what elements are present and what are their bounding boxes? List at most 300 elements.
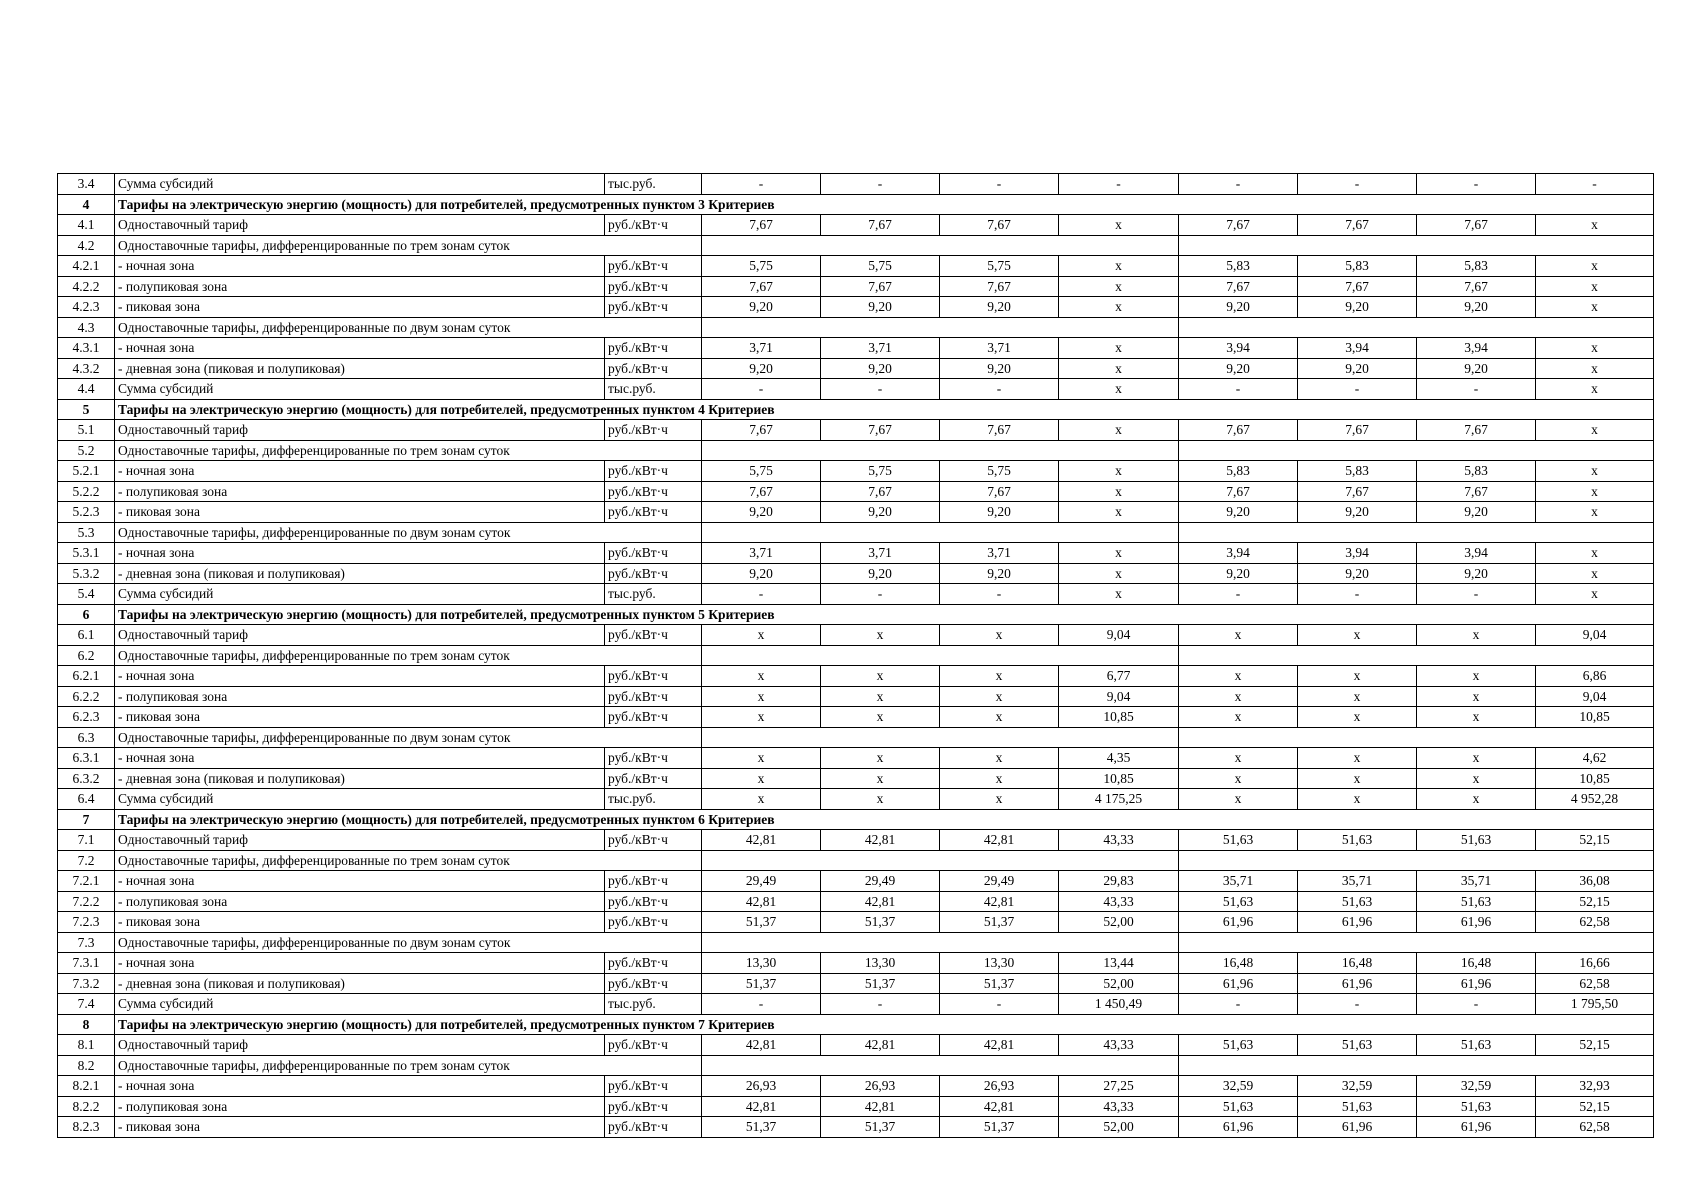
value-cell: 61,96 <box>1298 973 1417 994</box>
value-cell: 43,33 <box>1059 1096 1179 1117</box>
value-cell: x <box>1298 686 1417 707</box>
empty-cell <box>1179 727 1654 748</box>
value-cell: 9,20 <box>1179 297 1298 318</box>
value-cell: x <box>1059 358 1179 379</box>
empty-cell <box>702 440 1179 461</box>
value-cell: 7,67 <box>940 215 1059 236</box>
value-cell: - <box>1179 174 1298 195</box>
value-cell: x <box>1179 748 1298 769</box>
row-name: Сумма субсидий <box>115 379 605 400</box>
row-number: 8.2.1 <box>58 1076 115 1097</box>
row-name: - дневная зона (пиковая и полупиковая) <box>115 563 605 584</box>
value-cell: x <box>1417 748 1536 769</box>
table-row <box>58 461 1654 482</box>
group-row <box>58 440 1654 461</box>
value-cell: x <box>1059 481 1179 502</box>
value-cell: 13,30 <box>821 953 940 974</box>
table-body <box>58 174 1654 1138</box>
row-number: 3.4 <box>58 174 115 195</box>
value-cell: 7,67 <box>1417 276 1536 297</box>
value-cell: 5,75 <box>821 256 940 277</box>
value-cell: 1 450,49 <box>1059 994 1179 1015</box>
empty-cell <box>1179 522 1654 543</box>
row-number: 5.2.3 <box>58 502 115 523</box>
value-cell: 51,63 <box>1298 1035 1417 1056</box>
section-title: Тарифы на электрическую энергию (мощность) для потребителей, предусмотренных пунктом 5 Критериев <box>115 604 1654 625</box>
value-cell: 43,33 <box>1059 830 1179 851</box>
value-cell: 4 952,28 <box>1536 789 1654 810</box>
value-cell: 42,81 <box>821 1035 940 1056</box>
value-cell: x <box>1179 625 1298 646</box>
row-name: - ночная зона <box>115 338 605 359</box>
row-name: - полупиковая зона <box>115 686 605 707</box>
row-number: 7.2.2 <box>58 891 115 912</box>
row-number: 6.2.3 <box>58 707 115 728</box>
unit-cell: тыс.руб. <box>605 789 702 810</box>
value-cell: x <box>1059 584 1179 605</box>
table-row <box>58 1117 1654 1138</box>
value-cell: 9,20 <box>821 502 940 523</box>
row-number: 4.2.3 <box>58 297 115 318</box>
value-cell: 9,20 <box>1298 297 1417 318</box>
section-row <box>58 399 1654 420</box>
value-cell: 13,30 <box>940 953 1059 974</box>
value-cell: - <box>1298 994 1417 1015</box>
row-name: - пиковая зона <box>115 707 605 728</box>
value-cell: 13,30 <box>702 953 821 974</box>
value-cell: 9,20 <box>702 563 821 584</box>
table-row <box>58 379 1654 400</box>
value-cell: 9,20 <box>1298 358 1417 379</box>
table-row <box>58 276 1654 297</box>
value-cell: 52,00 <box>1059 1117 1179 1138</box>
value-cell: 62,58 <box>1536 1117 1654 1138</box>
value-cell: 42,81 <box>940 830 1059 851</box>
value-cell: 3,71 <box>821 543 940 564</box>
unit-cell: руб./кВт·ч <box>605 563 702 584</box>
value-cell: x <box>821 625 940 646</box>
value-cell: 5,83 <box>1298 256 1417 277</box>
table-row <box>58 994 1654 1015</box>
row-name: Сумма субсидий <box>115 584 605 605</box>
row-name: - дневная зона (пиковая и полупиковая) <box>115 768 605 789</box>
row-number: 8.2.3 <box>58 1117 115 1138</box>
value-cell: 51,63 <box>1298 891 1417 912</box>
value-cell: x <box>1536 461 1654 482</box>
value-cell: 7,67 <box>821 276 940 297</box>
row-number: 8 <box>58 1014 115 1035</box>
row-name: - пиковая зона <box>115 1117 605 1138</box>
row-name: Сумма субсидий <box>115 789 605 810</box>
value-cell: x <box>1298 748 1417 769</box>
value-cell: 3,71 <box>940 543 1059 564</box>
value-cell: 42,81 <box>940 1035 1059 1056</box>
value-cell: x <box>1536 256 1654 277</box>
value-cell: 51,63 <box>1417 1096 1536 1117</box>
value-cell: x <box>940 625 1059 646</box>
value-cell: 1 795,50 <box>1536 994 1654 1015</box>
section-row <box>58 194 1654 215</box>
value-cell: x <box>1179 686 1298 707</box>
value-cell: x <box>702 666 821 687</box>
value-cell: 9,04 <box>1059 625 1179 646</box>
unit-cell: руб./кВт·ч <box>605 768 702 789</box>
unit-cell: руб./кВт·ч <box>605 461 702 482</box>
group-row <box>58 850 1654 871</box>
value-cell: 35,71 <box>1298 871 1417 892</box>
value-cell: 9,20 <box>1417 358 1536 379</box>
value-cell: 7,67 <box>940 276 1059 297</box>
value-cell: 51,37 <box>940 1117 1059 1138</box>
group-title: Одноставочные тарифы, дифференцированные по трем зонам суток <box>115 645 702 666</box>
value-cell: x <box>1536 358 1654 379</box>
row-number: 5.2 <box>58 440 115 461</box>
empty-cell <box>1179 645 1654 666</box>
unit-cell: руб./кВт·ч <box>605 891 702 912</box>
table-row <box>58 174 1654 195</box>
value-cell: 7,67 <box>1417 481 1536 502</box>
row-number: 4.2.2 <box>58 276 115 297</box>
unit-cell: руб./кВт·ч <box>605 1096 702 1117</box>
value-cell: 51,37 <box>821 1117 940 1138</box>
row-number: 4.3.1 <box>58 338 115 359</box>
value-cell: x <box>1298 666 1417 687</box>
row-number: 5.1 <box>58 420 115 441</box>
table-row <box>58 1076 1654 1097</box>
value-cell: - <box>821 379 940 400</box>
value-cell: x <box>1536 502 1654 523</box>
value-cell: 9,04 <box>1059 686 1179 707</box>
section-row <box>58 1014 1654 1035</box>
row-number: 7.2 <box>58 850 115 871</box>
empty-cell <box>702 932 1179 953</box>
value-cell: x <box>1536 297 1654 318</box>
value-cell: x <box>940 707 1059 728</box>
group-row <box>58 235 1654 256</box>
table-row <box>58 358 1654 379</box>
value-cell: 52,00 <box>1059 973 1179 994</box>
value-cell: 16,48 <box>1179 953 1298 974</box>
value-cell: x <box>1059 420 1179 441</box>
row-number: 4.1 <box>58 215 115 236</box>
value-cell: 61,96 <box>1179 1117 1298 1138</box>
value-cell: 9,04 <box>1536 625 1654 646</box>
value-cell: 13,44 <box>1059 953 1179 974</box>
value-cell: 43,33 <box>1059 891 1179 912</box>
unit-cell: руб./кВт·ч <box>605 871 702 892</box>
row-number: 4.3 <box>58 317 115 338</box>
value-cell: 16,48 <box>1298 953 1417 974</box>
value-cell: 51,37 <box>702 973 821 994</box>
value-cell: 7,67 <box>1298 420 1417 441</box>
row-number: 6.3.2 <box>58 768 115 789</box>
value-cell: 32,59 <box>1179 1076 1298 1097</box>
unit-cell: тыс.руб. <box>605 174 702 195</box>
value-cell: 5,83 <box>1417 461 1536 482</box>
value-cell: 42,81 <box>702 891 821 912</box>
value-cell: x <box>702 768 821 789</box>
table-row <box>58 584 1654 605</box>
row-number: 5.3.2 <box>58 563 115 584</box>
value-cell: 3,71 <box>702 543 821 564</box>
row-name: - ночная зона <box>115 748 605 769</box>
group-title: Одноставочные тарифы, дифференцированные по трем зонам суток <box>115 850 702 871</box>
value-cell: x <box>1536 379 1654 400</box>
value-cell: 9,20 <box>821 563 940 584</box>
row-number: 5.4 <box>58 584 115 605</box>
value-cell: 42,81 <box>821 1096 940 1117</box>
value-cell: x <box>1059 276 1179 297</box>
value-cell: x <box>702 686 821 707</box>
unit-cell: тыс.руб. <box>605 994 702 1015</box>
unit-cell: руб./кВт·ч <box>605 338 702 359</box>
group-title: Одноставочные тарифы, дифференцированные по двум зонам суток <box>115 317 702 338</box>
value-cell: x <box>1059 256 1179 277</box>
unit-cell: руб./кВт·ч <box>605 686 702 707</box>
value-cell: 9,20 <box>702 358 821 379</box>
table-row <box>58 563 1654 584</box>
value-cell: 9,20 <box>1179 502 1298 523</box>
empty-cell <box>1179 850 1654 871</box>
empty-cell <box>1179 932 1654 953</box>
group-title: Одноставочные тарифы, дифференцированные по двум зонам суток <box>115 932 702 953</box>
value-cell: x <box>1059 297 1179 318</box>
value-cell: - <box>702 379 821 400</box>
value-cell: 42,81 <box>702 830 821 851</box>
value-cell: 9,20 <box>1179 563 1298 584</box>
value-cell: x <box>821 768 940 789</box>
value-cell: 7,67 <box>940 481 1059 502</box>
value-cell: 42,81 <box>821 891 940 912</box>
section-row <box>58 604 1654 625</box>
value-cell: 9,20 <box>940 502 1059 523</box>
value-cell: 6,77 <box>1059 666 1179 687</box>
value-cell: 9,20 <box>1417 297 1536 318</box>
value-cell: 3,94 <box>1179 338 1298 359</box>
unit-cell: руб./кВт·ч <box>605 502 702 523</box>
table-row <box>58 420 1654 441</box>
value-cell: - <box>1298 379 1417 400</box>
row-number: 6.2.2 <box>58 686 115 707</box>
value-cell: 5,75 <box>702 256 821 277</box>
row-number: 5.2.1 <box>58 461 115 482</box>
empty-cell <box>1179 317 1654 338</box>
row-number: 6.4 <box>58 789 115 810</box>
row-number: 6.2.1 <box>58 666 115 687</box>
value-cell: 51,63 <box>1298 830 1417 851</box>
value-cell: 35,71 <box>1179 871 1298 892</box>
value-cell: 26,93 <box>940 1076 1059 1097</box>
row-name: Одноставочный тариф <box>115 215 605 236</box>
row-number: 4.4 <box>58 379 115 400</box>
unit-cell: руб./кВт·ч <box>605 830 702 851</box>
section-title: Тарифы на электрическую энергию (мощность) для потребителей, предусмотренных пунктом 6 Критериев <box>115 809 1654 830</box>
table-row <box>58 1035 1654 1056</box>
value-cell: 3,71 <box>940 338 1059 359</box>
table-row <box>58 1096 1654 1117</box>
value-cell: x <box>1179 789 1298 810</box>
value-cell: 32,59 <box>1417 1076 1536 1097</box>
value-cell: 10,85 <box>1536 707 1654 728</box>
value-cell: 9,20 <box>702 297 821 318</box>
value-cell: x <box>1059 379 1179 400</box>
table-row <box>58 707 1654 728</box>
value-cell: 7,67 <box>702 481 821 502</box>
value-cell: 16,48 <box>1417 953 1536 974</box>
row-number: 7 <box>58 809 115 830</box>
row-number: 7.3.2 <box>58 973 115 994</box>
unit-cell: руб./кВт·ч <box>605 1117 702 1138</box>
value-cell: - <box>1536 174 1654 195</box>
value-cell: x <box>1179 666 1298 687</box>
row-name: Одноставочный тариф <box>115 830 605 851</box>
row-name: - полупиковая зона <box>115 276 605 297</box>
value-cell: - <box>1417 994 1536 1015</box>
tariff-table <box>57 173 1654 1138</box>
value-cell: x <box>1536 215 1654 236</box>
value-cell: 7,67 <box>1179 420 1298 441</box>
unit-cell: руб./кВт·ч <box>605 215 702 236</box>
row-number: 6.3 <box>58 727 115 748</box>
value-cell: 51,37 <box>821 973 940 994</box>
value-cell: 52,15 <box>1536 1096 1654 1117</box>
value-cell: 7,67 <box>1298 215 1417 236</box>
value-cell: 3,94 <box>1417 543 1536 564</box>
value-cell: - <box>702 584 821 605</box>
value-cell: 51,37 <box>821 912 940 933</box>
value-cell: - <box>1179 994 1298 1015</box>
value-cell: - <box>1179 584 1298 605</box>
value-cell: 6,86 <box>1536 666 1654 687</box>
value-cell: 5,83 <box>1417 256 1536 277</box>
empty-cell <box>702 850 1179 871</box>
value-cell: x <box>702 625 821 646</box>
value-cell: x <box>940 666 1059 687</box>
unit-cell: руб./кВт·ч <box>605 625 702 646</box>
row-name: Одноставочный тариф <box>115 420 605 441</box>
value-cell: 9,20 <box>821 358 940 379</box>
table-row <box>58 256 1654 277</box>
value-cell: x <box>1179 707 1298 728</box>
table-row <box>58 502 1654 523</box>
value-cell: 51,37 <box>940 912 1059 933</box>
value-cell: 51,63 <box>1179 830 1298 851</box>
unit-cell: руб./кВт·ч <box>605 707 702 728</box>
value-cell: x <box>1298 625 1417 646</box>
row-number: 7.3.1 <box>58 953 115 974</box>
table-row <box>58 666 1654 687</box>
empty-cell <box>702 522 1179 543</box>
value-cell: 51,63 <box>1417 830 1536 851</box>
row-number: 6 <box>58 604 115 625</box>
row-number: 4.2 <box>58 235 115 256</box>
value-cell: 51,63 <box>1417 1035 1536 1056</box>
value-cell: 26,93 <box>821 1076 940 1097</box>
value-cell: - <box>940 584 1059 605</box>
row-name: Одноставочный тариф <box>115 1035 605 1056</box>
group-row <box>58 1055 1654 1076</box>
value-cell: 51,37 <box>702 1117 821 1138</box>
value-cell: 51,63 <box>1417 891 1536 912</box>
value-cell: x <box>821 748 940 769</box>
empty-cell <box>702 1055 1179 1076</box>
value-cell: x <box>1298 789 1417 810</box>
group-row <box>58 317 1654 338</box>
value-cell: 7,67 <box>1417 215 1536 236</box>
row-name: - ночная зона <box>115 543 605 564</box>
value-cell: x <box>702 789 821 810</box>
value-cell: x <box>1536 481 1654 502</box>
unit-cell: руб./кВт·ч <box>605 1035 702 1056</box>
value-cell: 7,67 <box>940 420 1059 441</box>
row-name: - ночная зона <box>115 953 605 974</box>
unit-cell: руб./кВт·ч <box>605 1076 702 1097</box>
value-cell: 42,81 <box>940 891 1059 912</box>
value-cell: - <box>1298 174 1417 195</box>
value-cell: 51,63 <box>1179 1035 1298 1056</box>
value-cell: x <box>1536 338 1654 359</box>
value-cell: 52,15 <box>1536 830 1654 851</box>
value-cell: 7,67 <box>702 276 821 297</box>
table-row <box>58 215 1654 236</box>
value-cell: - <box>1417 584 1536 605</box>
value-cell: 9,20 <box>821 297 940 318</box>
value-cell: 16,66 <box>1536 953 1654 974</box>
row-number: 4 <box>58 194 115 215</box>
value-cell: x <box>821 686 940 707</box>
unit-cell: руб./кВт·ч <box>605 481 702 502</box>
value-cell: - <box>1179 379 1298 400</box>
row-number: 7.2.3 <box>58 912 115 933</box>
value-cell: x <box>1059 338 1179 359</box>
value-cell: x <box>1298 768 1417 789</box>
value-cell: 61,96 <box>1179 973 1298 994</box>
row-number: 7.4 <box>58 994 115 1015</box>
value-cell: 42,81 <box>821 830 940 851</box>
value-cell: 3,94 <box>1298 338 1417 359</box>
row-name: - полупиковая зона <box>115 1096 605 1117</box>
value-cell: 7,67 <box>702 420 821 441</box>
table-row <box>58 543 1654 564</box>
value-cell: 10,85 <box>1059 768 1179 789</box>
row-number: 5.2.2 <box>58 481 115 502</box>
row-name: - дневная зона (пиковая и полупиковая) <box>115 358 605 379</box>
section-title: Тарифы на электрическую энергию (мощность) для потребителей, предусмотренных пунктом 7 Критериев <box>115 1014 1654 1035</box>
table-row <box>58 768 1654 789</box>
row-name: - ночная зона <box>115 871 605 892</box>
unit-cell: руб./кВт·ч <box>605 543 702 564</box>
table-row <box>58 953 1654 974</box>
value-cell: x <box>1417 768 1536 789</box>
value-cell: x <box>821 707 940 728</box>
value-cell: 52,15 <box>1536 1035 1654 1056</box>
value-cell: - <box>940 379 1059 400</box>
unit-cell: руб./кВт·ч <box>605 748 702 769</box>
value-cell: 9,20 <box>702 502 821 523</box>
value-cell: x <box>940 748 1059 769</box>
unit-cell: руб./кВт·ч <box>605 297 702 318</box>
group-title: Одноставочные тарифы, дифференцированные по двум зонам суток <box>115 727 702 748</box>
value-cell: 61,96 <box>1298 912 1417 933</box>
empty-cell <box>702 727 1179 748</box>
value-cell: - <box>821 174 940 195</box>
value-cell: 62,58 <box>1536 912 1654 933</box>
value-cell: 5,75 <box>940 461 1059 482</box>
value-cell: x <box>1059 461 1179 482</box>
value-cell: - <box>940 994 1059 1015</box>
group-row <box>58 727 1654 748</box>
value-cell: - <box>940 174 1059 195</box>
